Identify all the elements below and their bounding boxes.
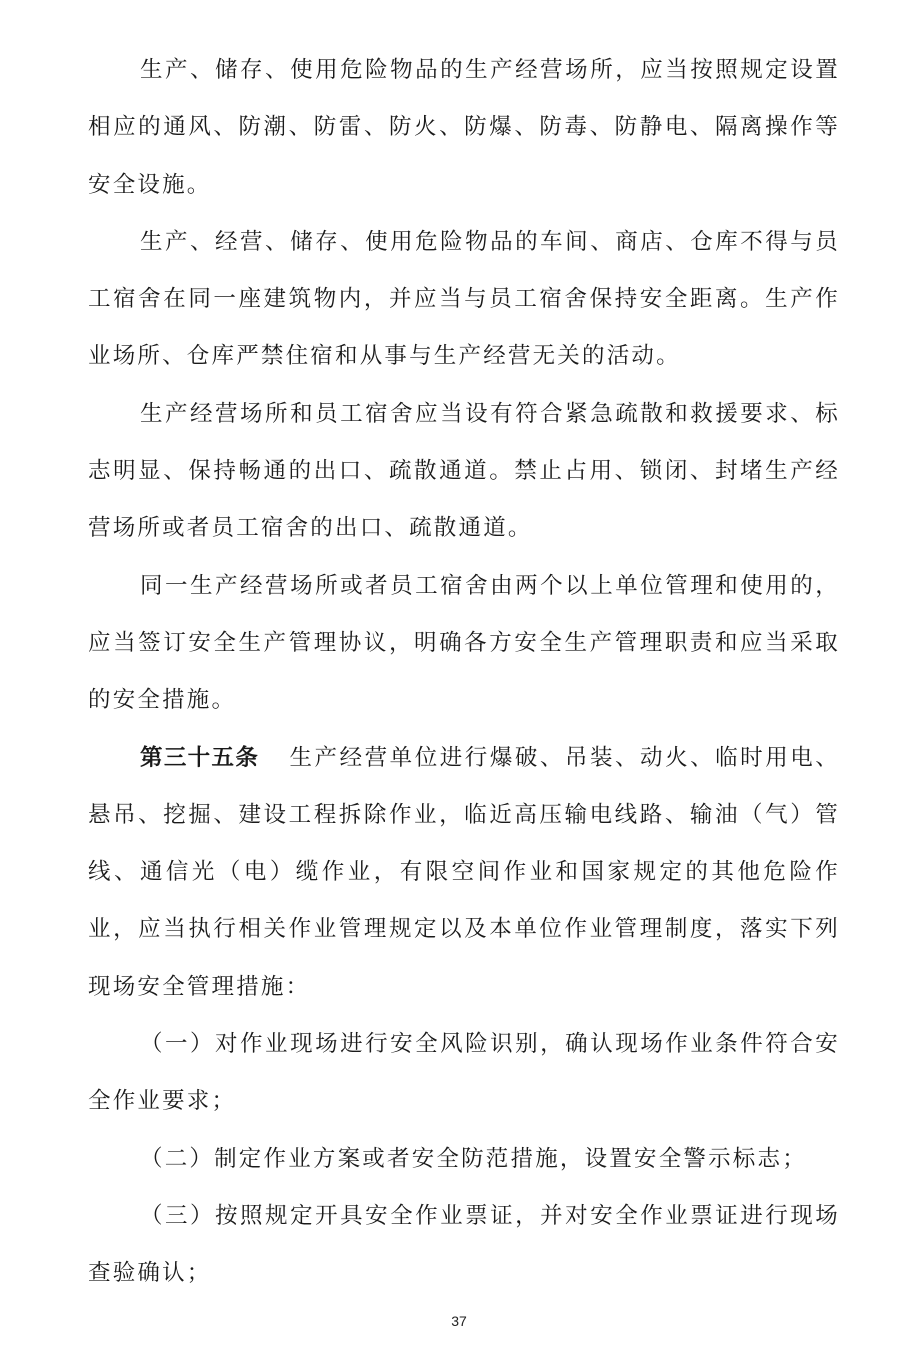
- list-item: （三）按照规定开具安全作业票证，并对安全作业票证进行现场查验确认；: [88, 1202, 840, 1287]
- paragraph-shared-management: 同一生产经营场所或者员工宿舍由两个以上单位管理和使用的，应当签订安全生产管理协议，明确各方安全生产管理职责和应当采取的安全措施。: [88, 572, 840, 714]
- paragraph-hazardous-facilities: 生产、储存、使用危险物品的生产经营场所，应当按照规定设置相应的通风、防潮、防雷、防火、防爆、防毒、防静电、隔离操作等安全设施。: [88, 57, 840, 198]
- list-item: （二）制定作业方案或者安全防范措施，设置安全警示标志；: [140, 1145, 807, 1172]
- document-body: [88, 42, 840, 1303]
- paragraph-workshop-dormitory: 生产、经营、储存、使用危险物品的车间、商店、仓库不得与员工宿舍在同一座建筑物内，并应当与员工宿舍保持安全距离。生产作业场所、仓库严禁住宿和从事与生产经营无关的活动。: [88, 228, 840, 370]
- paragraph-emergency-exits: 生产经营场所和员工宿舍应当设有符合紧急疏散和救援要求、标志明显、保持畅通的出口、疏散通道。禁止占用、锁闭、封堵生产经营场所或者员工宿舍的出口、疏散通道。: [88, 400, 840, 542]
- article-35: [88, 730, 840, 1016]
- article-text: 生产经营单位进行爆破、吊装、动火、临时用电、悬吊、挖掘、建设工程拆除作业，临近高压输电线路、输油（气）管线、通信光（电）缆作业，有限空间作业和国家规定的其他危险作业，应当执行相关作业管理规定以及本单位作业管理制度，落实下列现场安全管理措施：: [88, 744, 840, 1000]
- list-item: （一）对作业现场进行安全风险识别，确认现场作业条件符合安全作业要求；: [88, 1031, 840, 1115]
- article-heading: 第三十五条: [140, 744, 260, 771]
- page-number: 37: [451, 1313, 467, 1329]
